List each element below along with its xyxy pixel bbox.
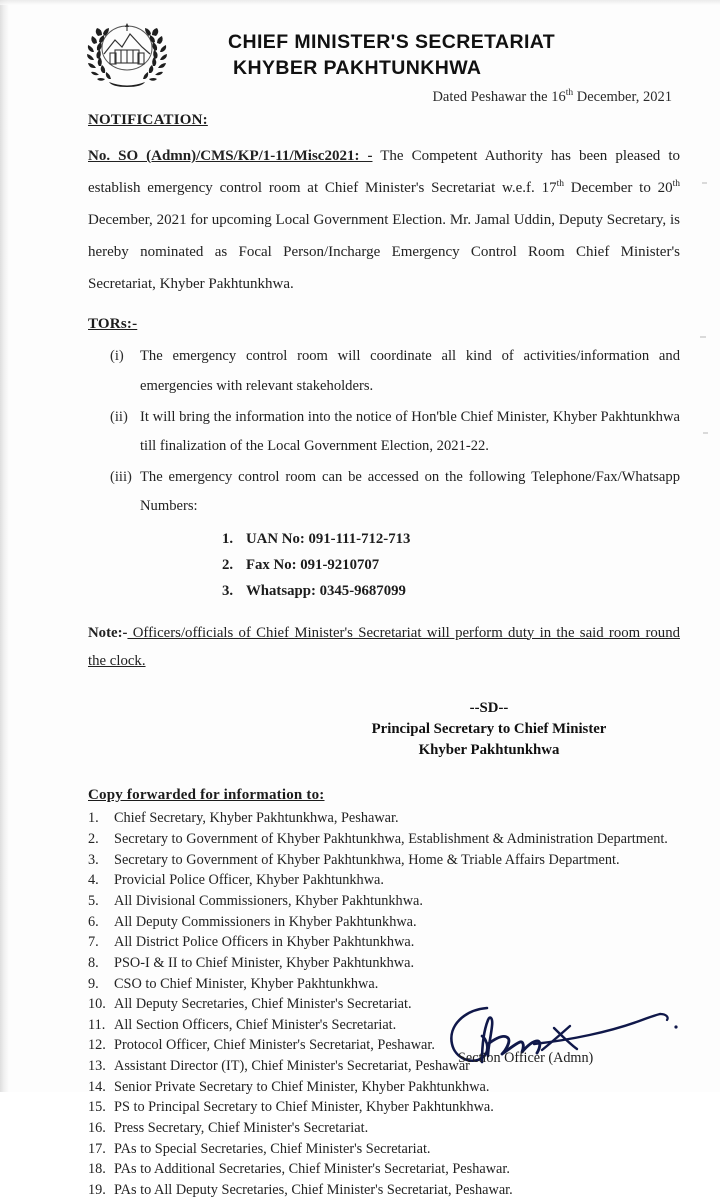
list-item (88, 974, 680, 995)
notification-label: NOTIFICATION: (88, 112, 208, 128)
tors-item (88, 342, 680, 400)
scan-shadow-left (0, 0, 9, 1092)
body-part-2: December to 20 (563, 180, 673, 197)
note-paragraph (88, 619, 680, 677)
list-item (88, 870, 680, 891)
list-item-number: 7. (88, 934, 99, 951)
sd-marker: --SD-- (469, 700, 509, 717)
list-item-text: PS to Principal Secretary to Chief Minister, Khyber Pakhtunkhwa. (114, 1099, 494, 1116)
scan-speck (703, 432, 708, 434)
list-item-text: All Deputy Commissioners in Khyber Pakhtunkhwa. (114, 913, 417, 930)
list-item (88, 1139, 680, 1160)
list-item-text: Secretary to Government of Khyber Pakhtunkhwa, Home & Triable Affairs Department. (114, 851, 620, 868)
list-item-number: 17. (88, 1140, 106, 1157)
list-item (88, 953, 680, 974)
list-item-text: PAs to All Deputy Secretaries, Chief Minister's Secretariat, Peshawar. (114, 1182, 513, 1199)
tors-label: TORs:- (88, 316, 138, 333)
list-item-number: 6. (88, 913, 99, 930)
contact-number-text: UAN No: 091-111-712-713 (246, 530, 411, 547)
list-item-number: 14. (88, 1078, 106, 1095)
list-item-text: Assistant Director (IT), Chief Minister's Secretariat, Peshawar (114, 1058, 470, 1075)
body-part-3: December, 2021 for upcoming Local Government Election. Mr. Jamal Uddin, Deputy Secretary, is hereby nominated as Focal Person/Incharge Emergency Control Room Chief Minister's Secretariat, Khyber Pakhtunkhwa. (88, 212, 680, 293)
list-item-number: 12. (88, 1037, 106, 1054)
list-item-number: 10. (88, 996, 106, 1013)
list-item-text: PAs to Special Secretaries, Chief Minister's Secretariat. (114, 1140, 431, 1157)
list-item-text: Senior Private Secretary to Chief Minister, Khyber Pakhtunkhwa. (114, 1078, 490, 1095)
title-line-secretariat: CHIEF MINISTER'S SECRETARIAT (228, 31, 556, 53)
list-item-number: 4. (88, 872, 99, 889)
list-item-text: Secretary to Government of Khyber Pakhtunkhwa, Establishment & Administration Department. (114, 830, 668, 847)
authority-signature-block (88, 698, 680, 761)
list-item (88, 912, 680, 933)
contact-number-text: Whatsapp: 0345-9687099 (246, 583, 406, 600)
contact-number-marker: 1. (222, 530, 234, 547)
list-item-number: 1. (88, 810, 99, 827)
list-item-number: 8. (88, 954, 99, 971)
list-item-text: PAs to Additional Secretaries, Chief Minister's Secretariat, Peshawar. (114, 1161, 510, 1178)
signature-icon (430, 1000, 700, 1090)
list-item (88, 1097, 680, 1118)
list-item (88, 1159, 680, 1180)
list-item-text: Provicial Police Officer, Khyber Pakhtunkhwa. (114, 872, 384, 889)
dated-suffix: December, 2021 (573, 88, 672, 105)
title-line-province: KHYBER PAKHTUNKHWA (233, 56, 482, 79)
list-item (88, 808, 680, 829)
tors-item (88, 403, 680, 461)
scan-speck (702, 182, 707, 184)
notification-paragraph (88, 140, 680, 300)
tors-item-marker: (i) (110, 348, 124, 365)
list-item-number: 9. (88, 975, 99, 992)
list-item-number: 18. (88, 1161, 106, 1178)
list-item-number: 11. (88, 1016, 106, 1033)
list-item-number: 2. (88, 830, 99, 847)
list-item-text: Chief Secretary, Khyber Pakhtunkhwa, Peshawar. (114, 810, 399, 827)
contact-number-text: Fax No: 091-9210707 (246, 556, 380, 573)
list-item-text: All Section Officers, Chief Minister's Secretariat. (114, 1016, 397, 1033)
body-ordinal-2: th (672, 179, 681, 190)
list-item (88, 829, 680, 850)
contact-number-item (88, 578, 680, 604)
list-item-text: Protocol Officer, Chief Minister's Secretariat, Peshawar. (114, 1037, 435, 1054)
tors-list (88, 342, 680, 521)
list-item-text: All Divisional Commissioners, Khyber Pakhtunkhwa. (114, 892, 423, 909)
contact-number-item (88, 552, 680, 578)
handwritten-signature-area (430, 1000, 700, 1090)
dated-ordinal: th (565, 88, 574, 98)
reference-number: No. SO (Admn)/CMS/KP/1-11/Misc2021: - (88, 148, 373, 164)
list-item (88, 932, 680, 953)
body-part-1: The Competent Authority has been pleased to establish emergency control room at Chief Minister's Secretariat w.e.f. 17 (88, 148, 680, 197)
copy-forwarded-label: Copy forwarded for information to: (88, 787, 325, 804)
list-item-number: 3. (88, 851, 99, 868)
list-item-text: PSO-I & II to Chief Minister, Khyber Pakhtunkhwa. (114, 954, 415, 971)
dated-prefix: Dated Peshawar the 16 (432, 88, 566, 105)
khyber-pakhtunkhwa-government-emblem-icon (84, 14, 170, 90)
list-item-number: 19. (88, 1182, 106, 1199)
tors-item-marker: (iii) (110, 469, 132, 486)
list-item-text: CSO to Chief Minister, Khyber Pakhtunkhwa. (114, 975, 379, 992)
list-item (88, 891, 680, 912)
scan-speck (700, 336, 706, 338)
tors-item-text: It will bring the information into the notice of Hon'ble Chief Minister, Khyber Pakhtunkhwa till finalization of the Local Government Election, 2021-22. (140, 408, 680, 455)
list-item-number: 16. (88, 1120, 106, 1137)
list-item-text: All Deputy Secretaries, Chief Minister's Secretariat. (114, 996, 412, 1013)
note-label: Note:- (88, 624, 128, 641)
list-item (88, 1118, 680, 1139)
list-item (88, 1180, 680, 1201)
signatory-caption: Section Officer (Admn) (458, 1050, 594, 1066)
dated-line (432, 88, 672, 106)
list-item-text: Press Secretary, Chief Minister's Secretariat. (114, 1120, 369, 1137)
signatory-designation-line1: Principal Secretary to Chief Minister (371, 721, 607, 738)
tors-item-text: The emergency control room will coordinate all kind of activities/information and emergencies with relevant stakeholders. (140, 348, 680, 394)
list-item-number: 15. (88, 1099, 106, 1116)
contact-number-marker: 3. (222, 583, 234, 600)
list-item (88, 850, 680, 871)
body-ordinal-1: th (556, 179, 564, 190)
tors-item-text: The emergency control room can be accessed on the following Telephone/Fax/Whatsapp Numbers: (140, 469, 680, 515)
list-item-number: 5. (88, 892, 99, 909)
tors-item (88, 463, 680, 521)
contact-number-marker: 2. (222, 556, 234, 573)
document-header (0, 8, 720, 94)
contact-numbers-list (88, 526, 680, 605)
list-item-number: 13. (88, 1058, 106, 1075)
list-item-text: All District Police Officers in Khyber Pakhtunkhwa. (114, 934, 415, 951)
tors-item-marker: (ii) (110, 408, 128, 425)
page-title (228, 30, 555, 81)
note-text: Officers/officials of Chief Minister's Secretariat will perform duty in the said room round the clock. (88, 624, 680, 670)
scan-shadow-top (0, 0, 720, 5)
contact-number-item (88, 526, 680, 552)
signatory-designation-line2: Khyber Pakhtunkhwa (418, 742, 560, 759)
